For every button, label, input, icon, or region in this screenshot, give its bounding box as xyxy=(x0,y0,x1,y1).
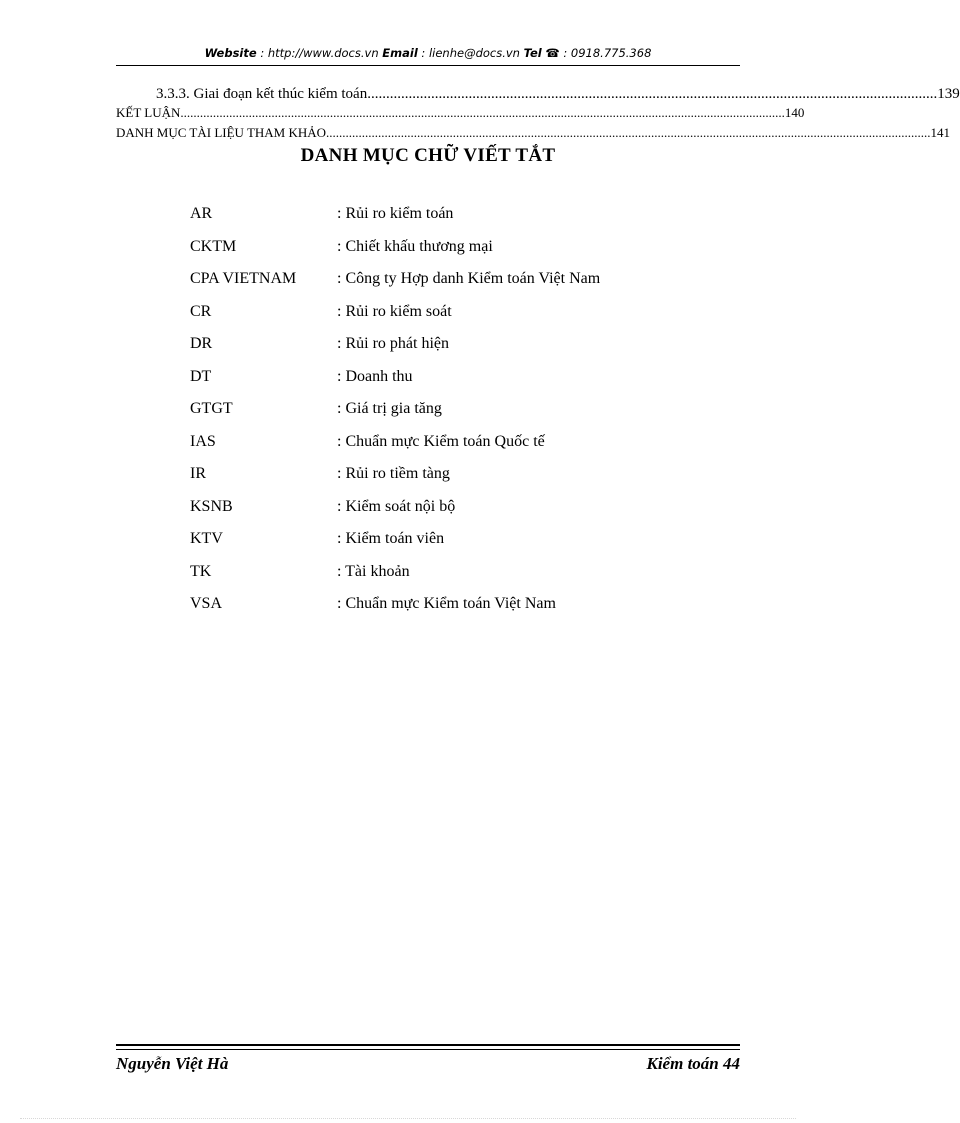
footer-author: Nguyễn Việt Hà xyxy=(116,1054,229,1073)
toc-entry[interactable] xyxy=(116,86,960,103)
page-title: DANH MỤC CHỮ VIẾT TẮT xyxy=(300,145,556,166)
abbreviation-code: DT xyxy=(190,367,212,385)
abbreviation-meaning: : Doanh thu xyxy=(337,367,413,385)
abbreviation-code: VSA xyxy=(190,595,223,612)
abbreviation-code: DR xyxy=(190,335,213,352)
abbreviation-code: CKTM xyxy=(190,237,237,255)
abbreviation-row xyxy=(190,595,710,628)
abbreviation-row xyxy=(190,270,710,303)
abbreviation-code: CPA VIETNAM xyxy=(190,270,297,287)
email-value: : lienhe@docs.vn xyxy=(417,46,524,60)
abbreviation-row xyxy=(190,400,710,433)
toc-entry-label: DANH MỤC TÀI LIỆU THAM KHẢO xyxy=(116,125,327,140)
abbreviation-code: IAS xyxy=(190,432,216,450)
abbreviation-meaning: : Kiểm soát nội bộ xyxy=(337,497,456,515)
abbreviation-code: TK xyxy=(190,562,212,580)
footer-rule xyxy=(116,1049,740,1050)
toc-entry-page: 139 xyxy=(937,86,960,102)
abbreviation-row xyxy=(190,238,710,271)
abbreviation-meaning: : Tài khoản xyxy=(337,562,410,580)
abbreviation-row xyxy=(190,465,710,498)
toc-entry-label: 3.3.3. Giai đoạn kết thúc kiểm toán xyxy=(156,86,368,102)
abbreviation-row xyxy=(190,563,710,596)
abbreviation-meaning: : Kiểm toán viên xyxy=(337,530,445,547)
abbreviation-row xyxy=(190,368,710,401)
abbreviation-row xyxy=(190,498,710,531)
phone-icon: ☎ xyxy=(545,46,560,60)
page-header xyxy=(116,46,740,60)
abbreviation-meaning: : Giá trị gia tăng xyxy=(337,400,442,417)
abbreviation-meaning: : Rủi ro kiểm soát xyxy=(337,302,452,320)
abbreviation-meaning: : Rủi ro phát hiện xyxy=(337,335,449,352)
header-rule xyxy=(116,65,740,66)
abbreviation-meaning: : Công ty Hợp danh Kiểm toán Việt Nam xyxy=(337,270,601,287)
abbreviation-meaning: : Chiết khấu thương mại xyxy=(337,237,493,255)
tel-label: Tel xyxy=(523,46,542,60)
abbreviation-code: AR xyxy=(190,205,213,222)
abbreviation-code: KTV xyxy=(190,530,223,547)
abbreviation-code: IR xyxy=(190,465,206,482)
website-label: Website xyxy=(204,46,257,60)
abbreviation-meaning: : Chuẩn mực Kiểm toán Việt Nam xyxy=(337,595,556,612)
footer-page-label: Kiểm toán 44 xyxy=(646,1054,740,1073)
abbreviation-code: CR xyxy=(190,302,212,320)
page-bottom-edge xyxy=(20,1118,796,1119)
toc-entry[interactable] xyxy=(116,105,805,121)
abbreviation-row xyxy=(190,335,710,368)
abbreviation-row xyxy=(190,433,710,466)
abbreviation-row xyxy=(190,303,710,336)
footer-rule xyxy=(116,1044,740,1046)
toc-entry-page: 140 xyxy=(784,105,805,120)
email-label: Email xyxy=(382,46,418,60)
tel-value: : 0918.775.368 xyxy=(559,46,652,60)
toc-entry-label: KẾT LUẬN xyxy=(116,105,181,120)
toc-leader-dots: .......................................................................................................................................................................................... xyxy=(326,125,931,140)
abbreviation-meaning: : Rủi ro kiểm toán xyxy=(337,205,454,222)
toc-leader-dots: .......................................................................................................................................................................................... xyxy=(180,105,785,120)
toc-entry[interactable] xyxy=(116,125,951,141)
abbreviation-code: GTGT xyxy=(190,400,233,417)
abbreviation-meaning: : Chuẩn mực Kiểm toán Quốc tế xyxy=(337,432,545,450)
abbreviation-row xyxy=(190,530,710,563)
website-value: : http://www.docs.vn xyxy=(256,46,383,60)
abbreviation-row xyxy=(190,205,710,238)
toc-entry-page: 141 xyxy=(930,125,951,140)
abbreviation-code: KSNB xyxy=(190,497,233,515)
abbreviation-meaning: : Rủi ro tiềm tàng xyxy=(337,465,450,482)
abbreviation-list xyxy=(190,205,710,628)
toc-leader-dots: ........................................................................................................................................................ xyxy=(367,86,938,102)
